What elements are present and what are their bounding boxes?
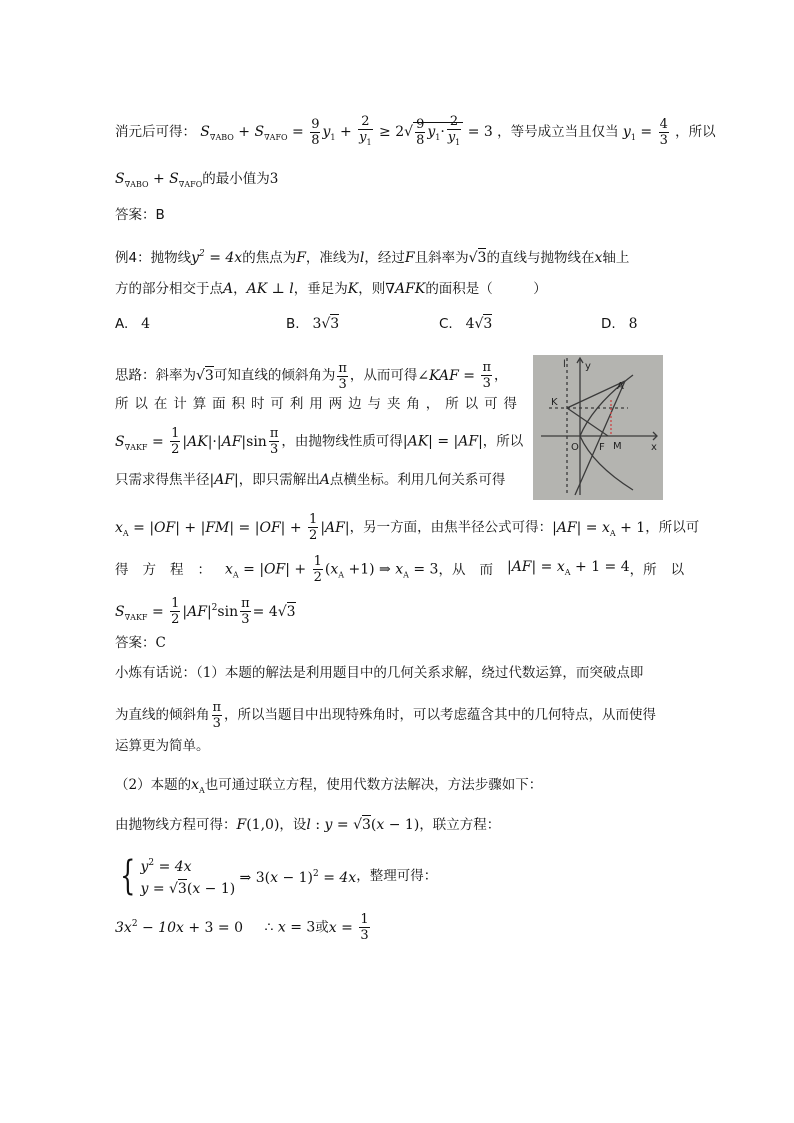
- ex4-d: ，经过: [364, 250, 405, 266]
- option-c: C. 4√3: [439, 316, 493, 332]
- text-l2-suffix: 的最小值为3: [202, 171, 279, 187]
- formula-sum-2: $S_{\nabla ABO} + S_{\nabla AFO}$: [115, 171, 203, 189]
- text-l1-suffix: ，等号成立当且仅当: [497, 124, 619, 140]
- thought-line7: $S_{\nabla AKF}$ = $\frac{1}{2}$ $|AF|^2\sin$ $\frac{\pi}{3}$ = 4√3: [115, 596, 296, 627]
- ex4-j: ，则: [358, 281, 386, 297]
- parabola-figure-icon: [533, 355, 663, 500]
- ex4-e: 且斜率为: [414, 250, 469, 266]
- ex4-g: 轴上: [602, 250, 630, 266]
- note-line3: 运算更为简单。: [115, 738, 210, 754]
- note-line4: （2）本题的$x_A$也可通过联立方程，使用代数方法解决，方法步骤如下：: [115, 777, 543, 795]
- ex4-b: 的焦点为: [242, 250, 297, 266]
- ex4-a: 例4：抛物线: [115, 250, 192, 266]
- text-l1-prefix: 消元后可得：: [115, 124, 196, 140]
- example4-line1: 例4：抛物线$y^2 = 4x$的焦点为F，准线为l，经过F且斜率为√3的直线与抛物线在x轴上: [115, 249, 630, 266]
- thought-line1: 思路：斜率为√3可知直线的倾斜角为 $\frac{\pi}{3}$ ，从而可得∠KAF = $\frac{\pi}{3}$ ，: [115, 360, 508, 392]
- algebra-line1: 由抛物线方程可得：F(1,0)，设l : y = √3(x − 1)，联立方程：: [115, 817, 501, 833]
- note-line2: 为直线的倾斜角 $\frac{\pi}{3}$ ，所以当题目中出现特殊角时，可以考虑蕴含其中的几何特点，从而使得: [115, 700, 657, 731]
- fig-label-l: l: [563, 359, 566, 370]
- fig-label-o: O: [571, 442, 579, 453]
- note-line1: 小炼有话说：（1）本题的解法是利用题目中的几何关系求解，绕过代数运算，而突破点即: [115, 665, 644, 681]
- ex4-h: 方的部分相交于点: [115, 281, 223, 297]
- thought-line4: 只需求得焦半径|AF|，即只需解出A点横坐标。利用几何关系可得: [115, 472, 506, 488]
- ex4-c: ，准线为: [305, 250, 360, 266]
- thought-line5: $x_A = |OF| + |FM| = |OF|$ + $\frac{1}{2}$ |AF|，另一方面，由焦半径公式可得：$|AF| = x_A + 1$，所以可: [115, 512, 700, 543]
- thought-line6: 得方程： $x_A = |OF|$ + $\frac{1}{2}$ $(x_A +1)$ ⇒ $x_A = 3$ ， 从而 $|AF| = x_A + 1 = 4$ ， 所以: [115, 554, 699, 585]
- ex4-f: 的直线与抛物线在: [486, 250, 595, 266]
- fig-label-k: K: [551, 397, 558, 408]
- thought-line3: $S_{\nabla AKF}$ = $\frac{1}{2}$ |AK|·|AF|sin $\frac{\pi}{3}$ ，由抛物线性质可得|AK| = |AF|，所以: [115, 426, 524, 457]
- fig-label-m: M: [613, 441, 622, 452]
- line-2: [115, 169, 278, 195]
- ex4-k: 的面积是（ ）: [425, 281, 547, 297]
- answer-b: 答案：B: [115, 207, 165, 223]
- option-b: B. 3√3: [286, 316, 340, 332]
- thought-line2: 所以在计算面积时可利用两边与夹角，所以可得: [115, 396, 520, 412]
- option-d: D. 8: [601, 316, 638, 332]
- line-1: [115, 114, 716, 150]
- fig-label-y: y: [585, 361, 591, 372]
- formula-y1: $y_1$ = $\frac{4}{3}$: [622, 116, 668, 148]
- fig-label-x: x: [651, 442, 657, 453]
- parabola-figure-photo: [533, 355, 663, 500]
- fig-label-f: F: [599, 442, 605, 453]
- text-l1-tail: ，所以: [675, 124, 716, 140]
- fig-label-a: A: [617, 381, 624, 392]
- algebra-line2: { $y^2 = 4x$ y = √3(x − 1) ⇒ $3(x - 1)^2 = 4x$，整理可得：: [120, 853, 438, 899]
- example4-line2: 方的部分相交于点A，AK ⊥ l，垂足为K，则∇AFK的面积是（ ）: [115, 281, 547, 297]
- answer-c: 答案：C: [115, 635, 166, 651]
- formula-sum: $S_{\nabla ABO} + S_{\nabla AFO}$ = $\frac{9}{8}$ $y_1$ + $\frac{2}{y_1}$ ≥ 2√ $\frac{9}{8}$ $y_1\cdot$ $\frac{2}{y_1}$ = 3: [200, 114, 493, 148]
- algebra-line3: $3x^2 - 10x + 3 = 0$ ∴ x = 3或x = $\frac{1}{3}$: [115, 912, 369, 943]
- ex4-i: ，垂足为: [293, 281, 348, 297]
- option-a: A. 4: [115, 316, 151, 332]
